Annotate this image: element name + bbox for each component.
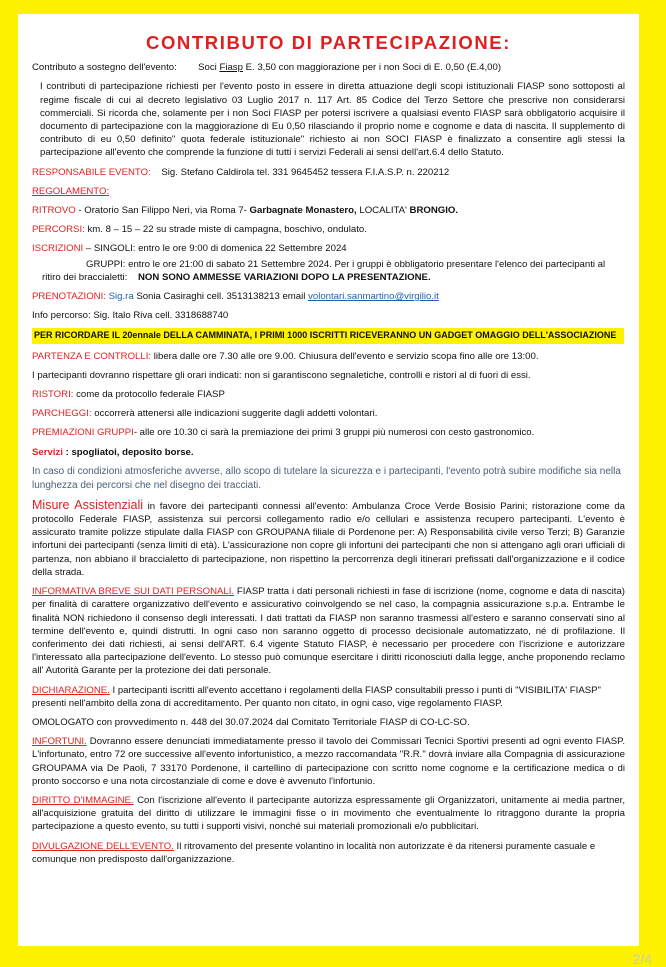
percorsi-line: PERCORSI: km. 8 – 15 – 22 su strade miste di campagna, boschivo, ondulato. xyxy=(32,224,367,236)
partenza-line: PARTENZA E CONTROLLI: libera dalle ore 7.30 alle ore 9.00. Chiusura dell'evento e servizio scopa fino alle ore 13:00. xyxy=(32,350,539,362)
misure-paragraph: Misure Assistenziali in favore dei partecipanti connessi all'evento: Ambulanza Croce Verde Bosisio Parini; ristorazione come da protocollo Federale FIASP, assistenza sui percorsi collegamento radio e/o cellulari e assistenza recupero partecipanti. L'evento è assicurato tramite polizze stipulate dalla FIASP con GROUPANA filiale di Pordenone per: A) Responsabilità civile verso Terzi; B) Garanzie infortuni dei partecipanti (senza limiti di età). L'assicurazione non copre gli infortuni dei partecipanti che non si attengano agli orari ufficiali di partenza, non abbiano il braccialetto di partecipazione, non rispettino la percorrenza degli itinerari prefissati dall'organizzazione e il codice della strada. xyxy=(32,497,625,578)
page-indicator: 2/4 xyxy=(632,951,652,967)
responsabile-line: RESPONSABILE EVENTO: Sig. Stefano Caldirola tel. 331 9645452 tessera F.I.A.S.P. n. 220212 xyxy=(32,166,450,178)
dichiarazione-paragraph: DICHIARAZIONE. I partecipanti iscritti all'evento accettano i regolamenti della FIASP consultabili presso i punti di "VISIBILITA' FIASP" presenti nell'ambito della zona di accreditamento. Per quanto non citato, in ogni caso, vige regolamento FIASP. xyxy=(32,684,601,709)
intro-paragraph: I contributi di partecipazione richiesti per l'evento posto in essere in diretta attuazione degli scopi istituzionali FIASP sono sottoposti al regime fiscale di cui al decreto legislativo 03 Luglio 2017 n. 117 Art. 85 Codice del Terzo Settore che prescrive non considerarsi commerciali. Si ricorda che, solamente per i non Soci FIASP per potersi iscrivere a qualsiasi evento FIASP sarà obbligatorio acquisire il documento di partecipazione con la maggiorazione di Eu 0,50 rilasciando il proprio nome e cognome e data di nascita. Il supplemento di contributo di eu 0,50 definito" quota federale istituzionale" richiesto ai non SOCI FIASP è finalizzato a consentire agli stessi la partecipazione all'evento che comprende la funzione di tutti i servizi Federali ai sensi dell'art.6.4 dello Statuto. xyxy=(40,81,625,159)
infortuni-paragraph: INFORTUNI. Dovranno essere denunciati immediatamente presso il tavolo dei Commissari Tecnici Sportivi presenti ad ogni evento FIASP. L'infortunato, entro 72 ore successive all'evento infortunistico, a mezzo raccomandata "R.R." dovrà inviare alla Compagnia di assicurazione GROUPAMA via De Paoli, 7 33170 Pordenone, il cartellino di partecipazione con scritto nome cognome e la certificazione medica o di pronto soccorso e una nota circostanziale di come e dove è avvenuto l'infortunio. xyxy=(32,736,625,787)
divulgazione-paragraph: DIVULGAZIONE DELL'EVENTO. Il ritrovamento del presente volantino in località non autorizzate è da ritenersi puramente casuale e comunque non predisposto dall'organizzazione. xyxy=(32,840,596,865)
iscrizioni-line: ISCRIZIONI – SINGOLI: entro le ore 9:00 di domenica 22 Settembre 2024 xyxy=(32,243,347,255)
ritrovo-line: RITROVO - Oratorio San Filippo Neri, via Roma 7- Garbagnate Monastero, LOCALITA' BRONGIO. xyxy=(32,205,459,217)
immagine-paragraph: DIRITTO D'IMMAGINE. Con l'iscrizione all'evento il partecipante autorizza espressamente gli Organizzatori, unitamente ai media partner, all'acquisizione gratuita del diritto di utilizzare le immagini fisse o in movimento che eventualmente lo ritraggono durante la propria partecipazione a questo evento, su tutti i supporti visivi, nonché sui materiali promozionali e/o pubblicitari. xyxy=(32,794,626,833)
ristori-line: RISTORI: come da protocollo federale FIASP xyxy=(32,389,225,401)
meteo-paragraph: In caso di condizioni atmosferiche avverse, allo scopo di tutelare la sicurezza e i partecipanti, l'evento potrà subire modifiche sia nella lunghezza dei percorsi che nel disegno dei tracciati. xyxy=(32,465,621,491)
orari-line: I partecipanti dovranno rispettare gli orari indicati: non si garantiscono segnaletiche, controlli e ristori al di fuori di essi. xyxy=(32,369,531,381)
servizi-line: Servizi : spogliatoi, deposito borse. xyxy=(32,446,194,458)
iscrizioni-gruppi: GRUPPI: entro le ore 21:00 di sabato 21 Settembre 2024. Per i gruppi è obbligatorio presentare l'elenco dei partecipanti al ritiro dei braccialetti: NON SONO AMMESSE VARIAZIONI DOPO LA PRESENTAZIONE. xyxy=(42,258,606,283)
document-page xyxy=(18,14,639,946)
info-line: Info percorso: Sig. Italo Riva cell. 3318688740 xyxy=(32,310,229,322)
omologato-line: OMOLOGATO con provvedimento n. 448 del 30.07.2024 dal Comitato Territoriale FIASP di CO-LC-SO. xyxy=(32,716,470,728)
page-title: CONTRIBUTO DI PARTECIPAZIONE: xyxy=(145,32,511,53)
parcheggi-line: PARCHEGGI: occorrerà attenersi alle indicazioni suggerite dagli addetti volontari. xyxy=(32,408,378,420)
regolamento-heading: REGOLAMENTO: xyxy=(32,185,110,197)
gadget-banner: PER RICORDARE IL 20ennale DELLA CAMMINATA, I PRIMI 1000 ISCRITTI RICEVERANNO UN GADGET OMAGGIO DELL'ASSOCIAZIONE xyxy=(32,328,625,343)
contributo-line: Contributo a sostegno dell'evento: Soci Fiasp E. 3,50 con maggiorazione per i non Soci di E. 0,50 (E.4,00) xyxy=(32,62,502,74)
privacy-paragraph: INFORMATIVA BREVE SUI DATI PERSONALI. FIASP tratta i dati personali richiesti in fase di iscrizione (nome, cognome e data di nascita) per finalità di carattere organizzativo dell'evento e assicurativo coinvolgendo se nel caso, la compagnia assicurazione s.p.a. Entrambe le finalità NON richiedono il consenso degli interessati. I dati trattati da FIASP non saranno trasmessi all'estero e saranno conservati sino al termine dell'evento e, quindi distrutti. In ogni caso non saranno oggetto di processo decisionale automatizzato, né di profilazione. Il conferimento dei dati richiesti, ai sensi dell'ART. 6.4 vigente Statuto FIASP, è necessario per procedere con l'iscrizione e autorizzare l'interessato alla partecipazione dell'evento. Lo stesso può comunque esercitare i diritti riconosciuti dalla legge, anche proponendo reclamo all' Autorità Garante per la protezione dei dati personale. xyxy=(32,586,625,677)
premiazioni-line: PREMIAZIONI GRUPPI- alle ore 10.30 ci sarà la premiazione dei primi 3 gruppi più numerosi con cesto gastronomico. xyxy=(32,427,535,439)
prenotazioni-line: PRENOTAZIONI: Sig.ra Sonia Casiraghi cell. 3513138213 email volontari.sanmartino@virgilio.it xyxy=(32,291,439,303)
email-link[interactable]: volontari.sanmartino@virgilio.it xyxy=(308,291,439,303)
